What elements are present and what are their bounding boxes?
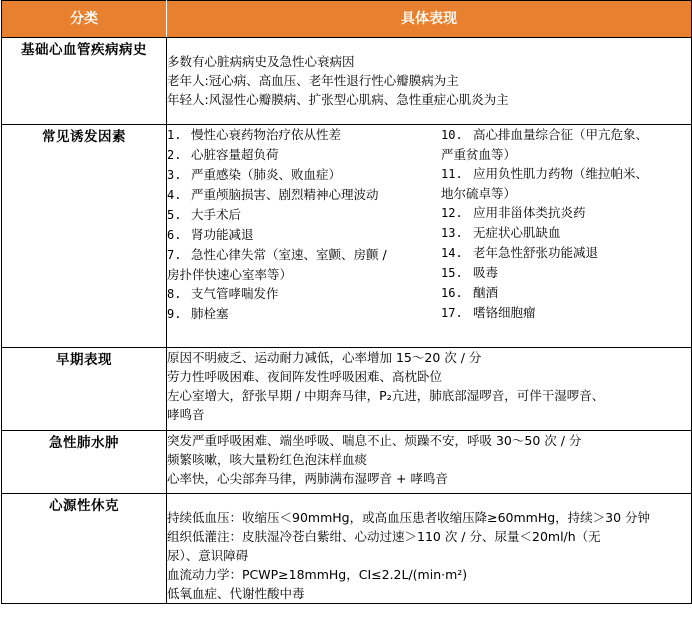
- row-detail-cell: [167, 125, 692, 348]
- table-header: [2, 1, 692, 38]
- list-item: [441, 125, 691, 164]
- list-item-number: 13.: [441, 226, 463, 240]
- list-item: [441, 283, 691, 303]
- list-item-text: 应用非甾体类抗炎药: [473, 205, 586, 220]
- list-item-text: 应用负性肌力药物（维拉帕米、: [473, 166, 649, 181]
- list-item-text: 严重感染（肺炎、败血症）: [191, 167, 342, 182]
- list-item: [441, 164, 691, 203]
- list-item-number: 14.: [441, 246, 463, 260]
- list-item-number: 10.: [441, 128, 463, 142]
- row-category-label: 基础心血管疾病病史: [2, 38, 167, 125]
- list-item-number: 11.: [441, 167, 463, 181]
- row-detail-cell: [167, 38, 692, 125]
- triggers-column-left: [167, 125, 441, 324]
- list-item-text: 严重颅脑损害、剧烈精神心理波动: [191, 187, 379, 202]
- row-detail-cell: [167, 494, 692, 604]
- detail-line: 原因不明疲乏、运动耐力减低，心率增加 15～20 次 / 分: [167, 350, 482, 365]
- list-item-number: 8.: [167, 287, 182, 301]
- column-header-category: 分类: [2, 1, 167, 38]
- list-item-number: 15.: [441, 266, 463, 280]
- list-item-continuation: 地尔硫卓等）: [441, 186, 517, 201]
- list-item-text: 急性心律失常（室速、室颤、房颤 /: [191, 247, 387, 262]
- list-item-number: 3.: [167, 168, 182, 182]
- table-row: [2, 125, 692, 348]
- table-row: [2, 348, 692, 431]
- list-item: [441, 243, 691, 263]
- detail-line: 尿）、意识障碍: [167, 548, 249, 563]
- list-item-text: 老年急性舒张功能减退: [473, 245, 599, 260]
- detail-line: 血流动力学：PCWP≥18mmHg，CI≤2.2L/(min·m²): [167, 567, 468, 582]
- list-item-text: 心脏容量超负荷: [191, 147, 279, 162]
- column-header-detail: 具体表现: [167, 1, 692, 38]
- table-body: [2, 38, 692, 604]
- list-item: [167, 145, 441, 165]
- list-item: [441, 203, 691, 223]
- detail-line: 低氧血症、代谢性酸中毒: [167, 586, 305, 601]
- list-item-text: 无症状心肌缺血: [473, 225, 561, 240]
- list-item: [167, 185, 441, 205]
- row-detail-cell: [167, 431, 692, 494]
- triggers-list-right: [441, 125, 691, 323]
- header-row: [2, 1, 692, 38]
- triggers-list-left: [167, 125, 441, 324]
- row-category-label: 常见诱发因素: [2, 125, 167, 348]
- list-item: [441, 303, 691, 323]
- detail-line: 频繁咳嗽，咳大量粉红色泡沫样血痰: [167, 452, 368, 467]
- detail-line: 哮鸣音: [167, 407, 205, 422]
- list-item-number: 5.: [167, 208, 182, 222]
- triggers-split-table: [167, 125, 691, 324]
- detail-line: 多数有心脏病病史及急性心衰病因: [167, 54, 355, 69]
- detail-line: 突发严重呼吸困难、端坐呼吸、喘息不止、烦躁不安，呼吸 30～50 次 / 分: [167, 433, 582, 448]
- list-item-continuation: 严重贫血等）: [441, 147, 517, 162]
- list-item: [167, 125, 441, 145]
- list-item: [167, 205, 441, 225]
- list-item-text: 酗酒: [473, 285, 499, 300]
- table-row: [2, 431, 692, 494]
- detail-line: 劳力性呼吸困难、夜间阵发性呼吸困难、高枕卧位: [167, 369, 443, 384]
- detail-line: 持续低血压：收缩压＜90mmHg，或高血压患者收缩压降≥60mmHg，持续＞30 分钟: [167, 510, 651, 525]
- list-item-number: 7.: [167, 248, 182, 262]
- list-item-text: 大手术后: [191, 207, 242, 222]
- list-item-text: 肾功能减退: [191, 227, 254, 242]
- detail-line: 老年人:冠心病、高血压、老年性退行性心瓣膜病为主: [167, 73, 459, 88]
- list-item-number: 4.: [167, 188, 182, 202]
- list-item-continuation: 房扑伴快速心室率等）: [167, 267, 293, 282]
- table-row: [2, 38, 692, 125]
- list-item: [441, 223, 691, 243]
- clinical-findings-table: [1, 0, 692, 604]
- detail-line: 年轻人:风湿性心瓣膜病、扩张型心肌病、急性重症心肌炎为主: [167, 92, 509, 107]
- list-item-number: 1.: [167, 128, 182, 142]
- list-item-text: 高心排血量综合征（甲亢危象、: [473, 127, 649, 142]
- list-item-text: 肺栓塞: [191, 306, 229, 321]
- list-item: [167, 245, 441, 284]
- list-item-number: 16.: [441, 286, 463, 300]
- row-category-label: 心源性休克: [2, 494, 167, 604]
- list-item-number: 12.: [441, 206, 463, 220]
- list-item-number: 9.: [167, 307, 182, 321]
- table-row: [2, 494, 692, 604]
- row-category-label: 急性肺水肿: [2, 431, 167, 494]
- list-item: [167, 165, 441, 185]
- list-item-number: 2.: [167, 148, 182, 162]
- list-item-text: 慢性心衰药物治疗依从性差: [191, 127, 342, 142]
- list-item-number: 17.: [441, 306, 463, 320]
- detail-line: 心率快，心尖部奔马律，两肺满布湿啰音 + 哮鸣音: [167, 471, 448, 486]
- row-detail-cell: [167, 348, 692, 431]
- row-category-label: 早期表现: [2, 348, 167, 431]
- list-item: [167, 304, 441, 324]
- list-item-text: 支气管哮喘发作: [191, 286, 279, 301]
- detail-line: 组织低灌注：皮肤湿冷苍白紫绀、心动过速＞110 次 / 分、尿量＜20ml/h（无: [167, 529, 601, 544]
- list-item-text: 嗜铬细胞瘤: [473, 305, 536, 320]
- detail-line: 左心室增大，舒张早期 / 中期奔马律，P₂亢进，肺底部湿啰音，可伴干湿啰音、: [167, 388, 605, 403]
- list-item-number: 6.: [167, 228, 182, 242]
- list-item: [441, 263, 691, 283]
- list-item: [167, 284, 441, 304]
- triggers-column-right: [441, 125, 691, 324]
- list-item-text: 吸毒: [473, 265, 499, 280]
- list-item: [167, 225, 441, 245]
